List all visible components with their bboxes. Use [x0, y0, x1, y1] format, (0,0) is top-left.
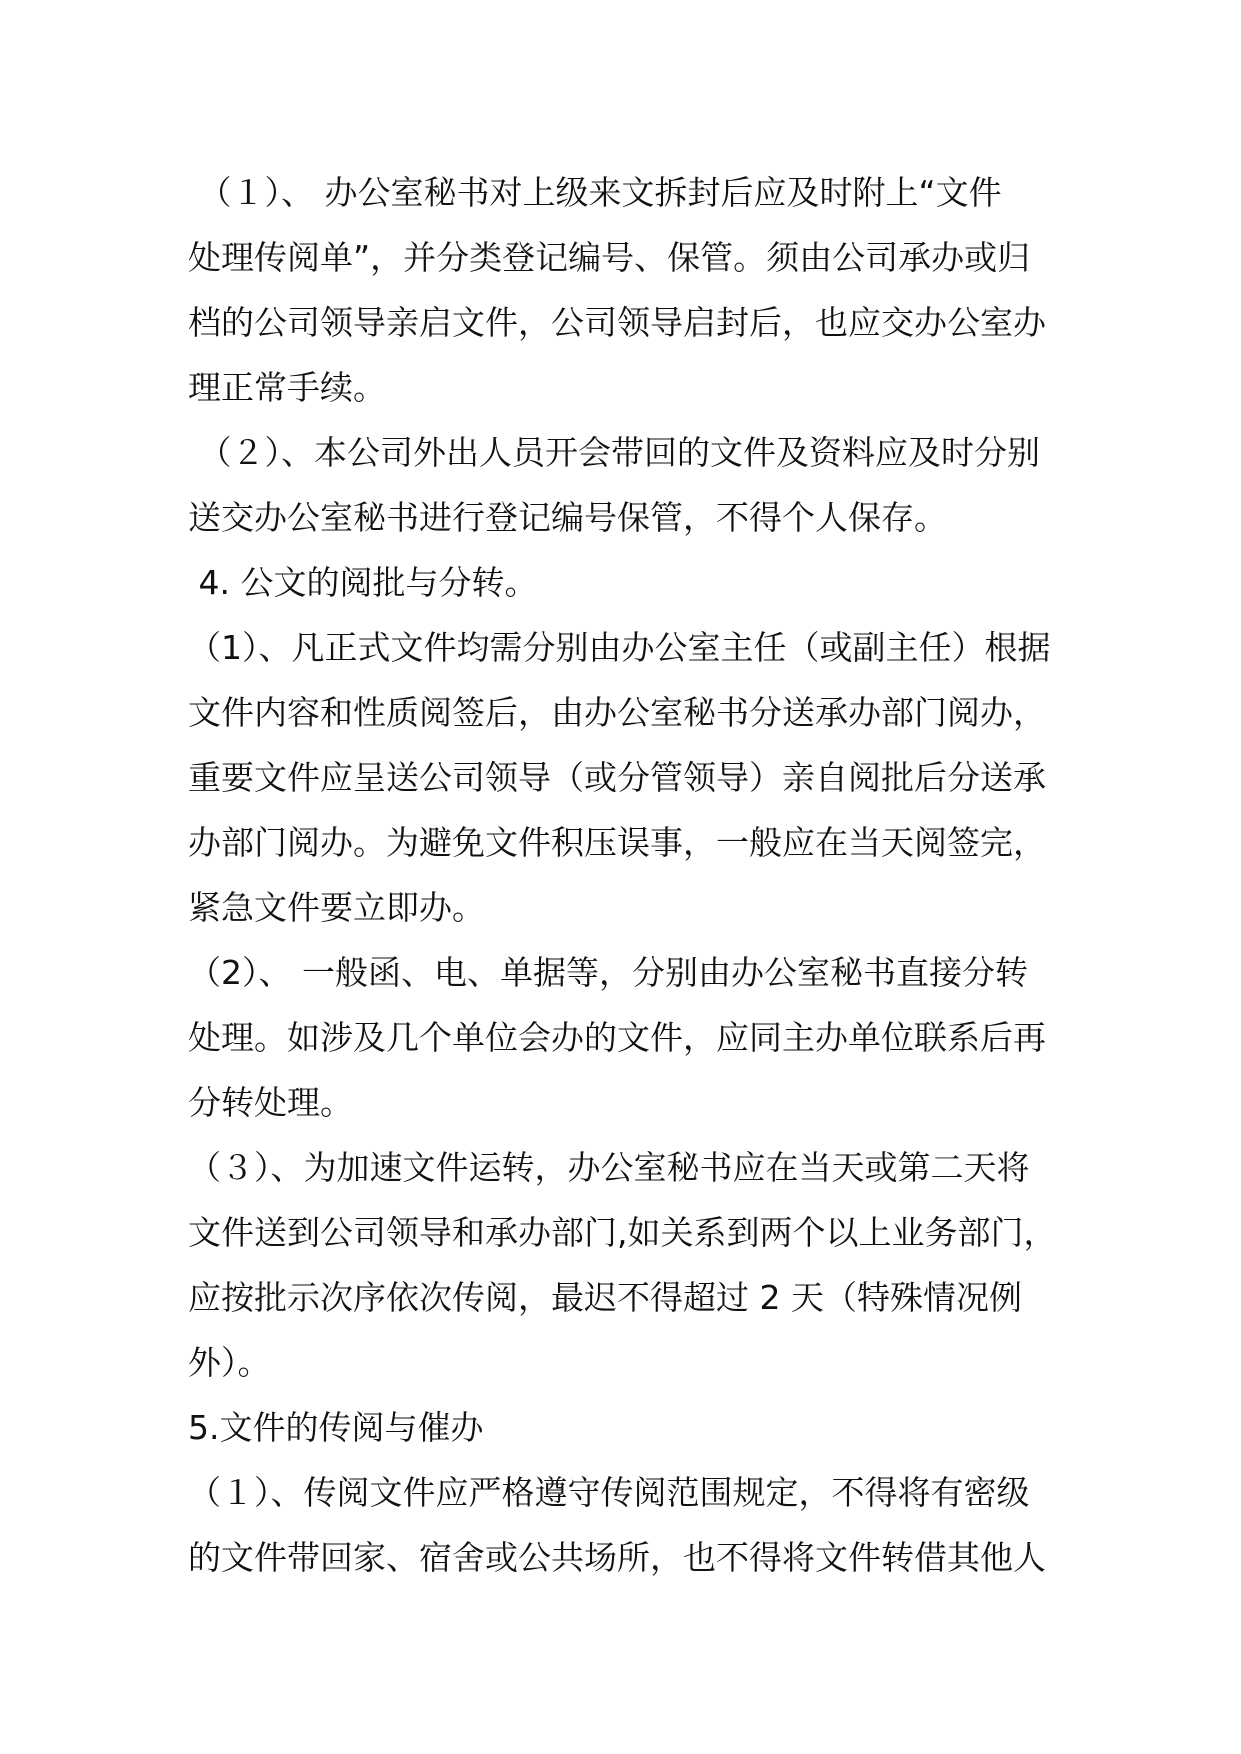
- text-line: 送交办公室秘书进行登记编号保管，不得个人保存。: [188, 498, 947, 537]
- text-line: 处理传阅单”，并分类登记编号、保管。须由公司承办或归: [188, 238, 1031, 277]
- text-line: （１）、传阅文件应严格遵守传阅范围规定，不得将有密级: [188, 1473, 1030, 1512]
- text-line: 文件内容和性质阅签后，由办公室秘书分送承办部门阅办，: [188, 693, 1046, 732]
- text-line: （2）、 一般函、电、单据等，分别由办公室秘书直接分转: [188, 953, 1028, 992]
- text-line: 的文件带回家、宿舍或公共场所，也不得将文件转借其他人: [188, 1538, 1046, 1577]
- text-line: 紧急文件要立即办。: [188, 888, 485, 927]
- text-line: 重要文件应呈送公司领导（或分管领导）亲自阅批后分送承: [188, 758, 1046, 797]
- section-heading: 5.文件的传阅与催办: [188, 1408, 484, 1447]
- text-line: （1）、凡正式文件均需分别由办公室主任（或副主任）根据: [188, 628, 1051, 667]
- text-line: （３）、为加速文件运转，办公室秘书应在当天或第二天将: [188, 1148, 1030, 1187]
- text-line: 处理。如涉及几个单位会办的文件，应同主办单位联系后再: [188, 1018, 1046, 1057]
- text-line: 应按批示次序依次传阅，最迟不得超过 2 天（特殊情况例: [188, 1278, 1022, 1317]
- document-body: [188, 160, 1058, 1590]
- text-line: 分转处理。: [188, 1083, 353, 1122]
- text-line: 档的公司领导亲启文件，公司领导启封后，也应交办公室办: [188, 303, 1046, 342]
- text-line: （２）、本公司外出人员开会带回的文件及资料应及时分别: [188, 433, 1040, 472]
- text-line: （１）、 办公室秘书对上级来文拆封后应及时附上“文件: [188, 173, 1002, 212]
- text-line: 外）。: [188, 1343, 271, 1382]
- text-line: 办部门阅办。为避免文件积压误事，一般应在当天阅签完，: [188, 823, 1046, 862]
- text-line: 文件送到公司领导和承办部门,如关系到两个以上业务部门，: [188, 1213, 1057, 1252]
- text-line: 理正常手续。: [188, 368, 386, 407]
- section-heading: 4. 公文的阅批与分转。: [188, 563, 538, 602]
